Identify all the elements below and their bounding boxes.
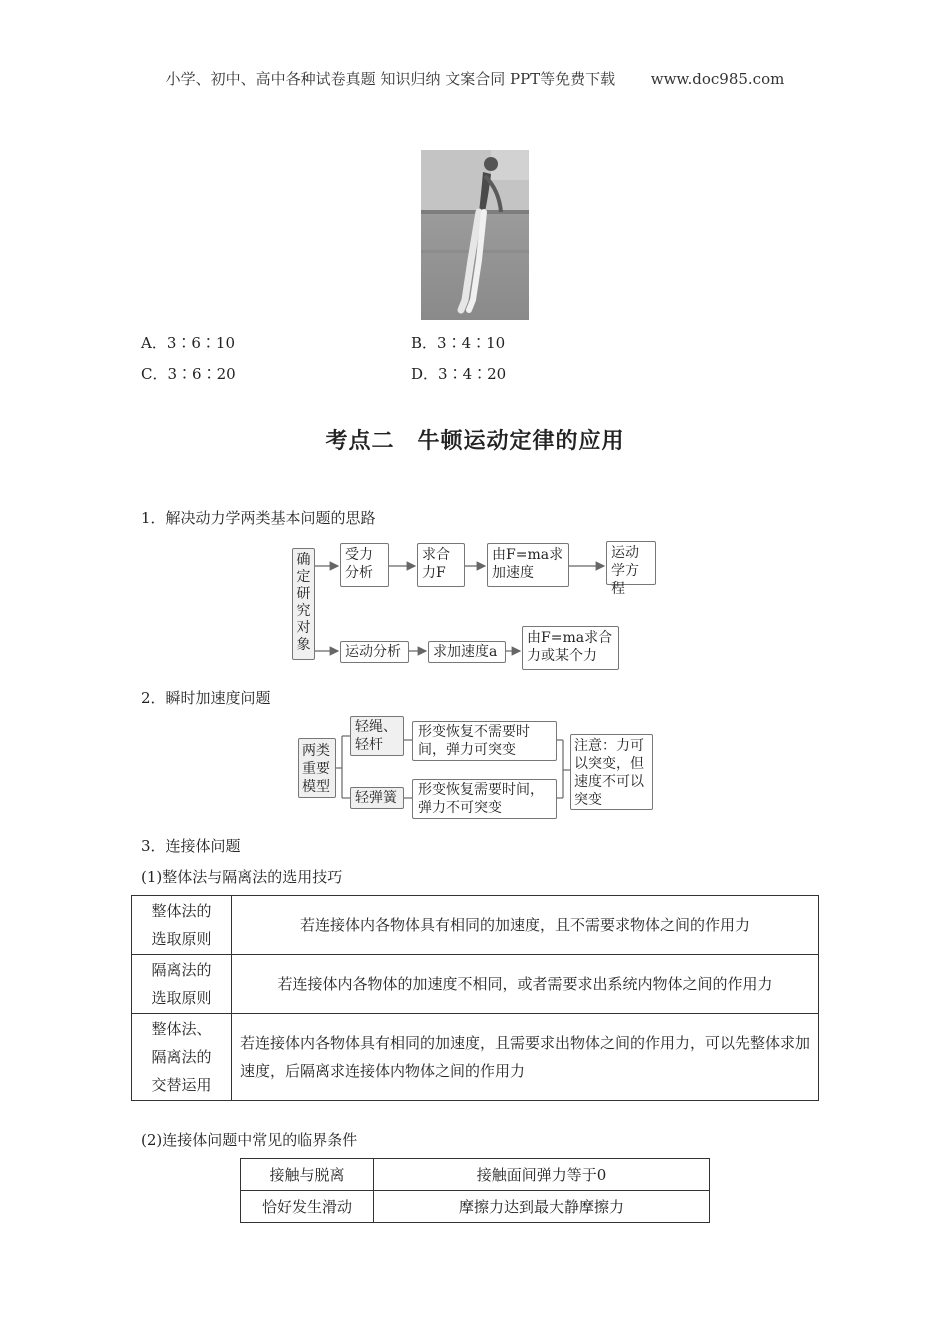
box-research-object: [292, 548, 315, 660]
table-cell-key: [132, 1014, 232, 1101]
table-cell-key: [132, 955, 232, 1014]
table-cell-value: [232, 955, 819, 1014]
row-1-key: 隔离法的选取原则: [151, 961, 212, 1007]
box-force-analysis-text: 受力分析: [345, 547, 373, 581]
crit-row-0-value: 接触面间弹力等于0: [476, 1166, 607, 1184]
option-c: C．3∶6∶20: [141, 365, 236, 383]
box-kinematics-text: 运动学方程: [611, 545, 639, 597]
box-rope-rod-text: 轻绳、轻杆: [355, 719, 397, 753]
table-row: [241, 1159, 710, 1191]
subheading-1: (1)整体法与隔离法的选用技巧: [141, 868, 343, 886]
box-find-accel-text: 求加速度a: [433, 644, 498, 660]
header-left-text: 小学、初中、高中各种试卷真题 知识归纳 文案合同 PPT等免费下载: [165, 70, 616, 88]
row-2-key: 整体法、隔离法的交替运用: [151, 1020, 212, 1094]
critical-conditions-table: [240, 1158, 710, 1223]
table-row: [132, 955, 819, 1014]
box-spring-desc-text: 形变恢复需要时间，弹力不可突变: [418, 782, 544, 816]
crit-row-0-key: 接触与脱离: [269, 1166, 345, 1184]
heading-3: 3．连接体问题: [141, 837, 241, 855]
box-research-object-text: 确定研究对象: [296, 552, 311, 653]
box-note-text: 注意：力可以突变，但速度不可以突变: [574, 738, 644, 808]
row-0-key: 整体法的选取原则: [151, 902, 212, 948]
table-cell-value: [374, 1191, 710, 1223]
option-d: D．3∶4∶20: [411, 365, 507, 383]
table-row: [241, 1191, 710, 1223]
row-0-value: 若连接体内各物体具有相同的加速度，且不需要求物体之间的作用力: [299, 916, 750, 934]
method-selection-table: [131, 895, 819, 1101]
box-spring-text: 轻弹簧: [355, 790, 397, 806]
box-force-from-a: [522, 626, 619, 670]
box-find-accel: [428, 641, 506, 663]
box-two-models-text: 两类重要模型: [302, 743, 330, 795]
option-b: B．3∶4∶10: [411, 334, 506, 352]
box-note: [570, 734, 653, 810]
box-net-force-text: 求合力F: [422, 547, 450, 581]
table-cell-key: [241, 1159, 374, 1191]
heading-2: 2．瞬时加速度问题: [141, 689, 271, 707]
option-a: A．3∶6∶10: [141, 334, 236, 352]
box-rope-rod: [350, 716, 404, 756]
box-accel-from-f: [487, 543, 569, 587]
box-rope-desc: [412, 721, 557, 761]
table-row: [132, 1014, 819, 1101]
box-force-from-a-text: 由F=ma求合力或某个力: [527, 630, 613, 664]
row-1-value: 若连接体内各物体的加速度不相同，或者需要求出系统内物体之间的作用力: [277, 975, 773, 993]
box-rope-desc-text: 形变恢复不需要时间，弹力可突变: [418, 724, 530, 758]
row-2-value: 若连接体内各物体具有相同的加速度，且需要求出物体之间的作用力，可以先整体求加速度，后隔离求连接体内物体之间的作用力: [240, 1034, 811, 1080]
table-cell-key: [132, 896, 232, 955]
table-cell-value: [232, 1014, 819, 1101]
subheading-2: (2)连接体问题中常见的临界条件: [141, 1131, 358, 1149]
header-url: www.doc985.com: [650, 70, 785, 88]
table-cell-value: [374, 1159, 710, 1191]
crit-row-1-key: 恰好发生滑动: [261, 1198, 352, 1216]
heading-1: 1．解决动力学两类基本问题的思路: [141, 509, 376, 527]
box-spring-desc: [412, 779, 557, 819]
box-net-force: [417, 543, 465, 587]
box-motion-analysis: [340, 641, 409, 663]
box-two-models: [298, 738, 336, 798]
table-cell-key: [241, 1191, 374, 1223]
box-kinematics: [606, 541, 656, 597]
table-cell-value: [232, 896, 819, 955]
crit-row-1-value: 摩擦力达到最大静摩擦力: [458, 1198, 624, 1216]
table-row: [132, 896, 819, 955]
box-motion-analysis-text: 运动分析: [345, 644, 401, 660]
box-spring: [350, 787, 404, 809]
section-title: 考点二 牛顿运动定律的应用: [325, 428, 625, 454]
box-accel-from-f-text: 由F=ma求加速度: [492, 547, 564, 581]
box-force-analysis: [340, 543, 389, 587]
